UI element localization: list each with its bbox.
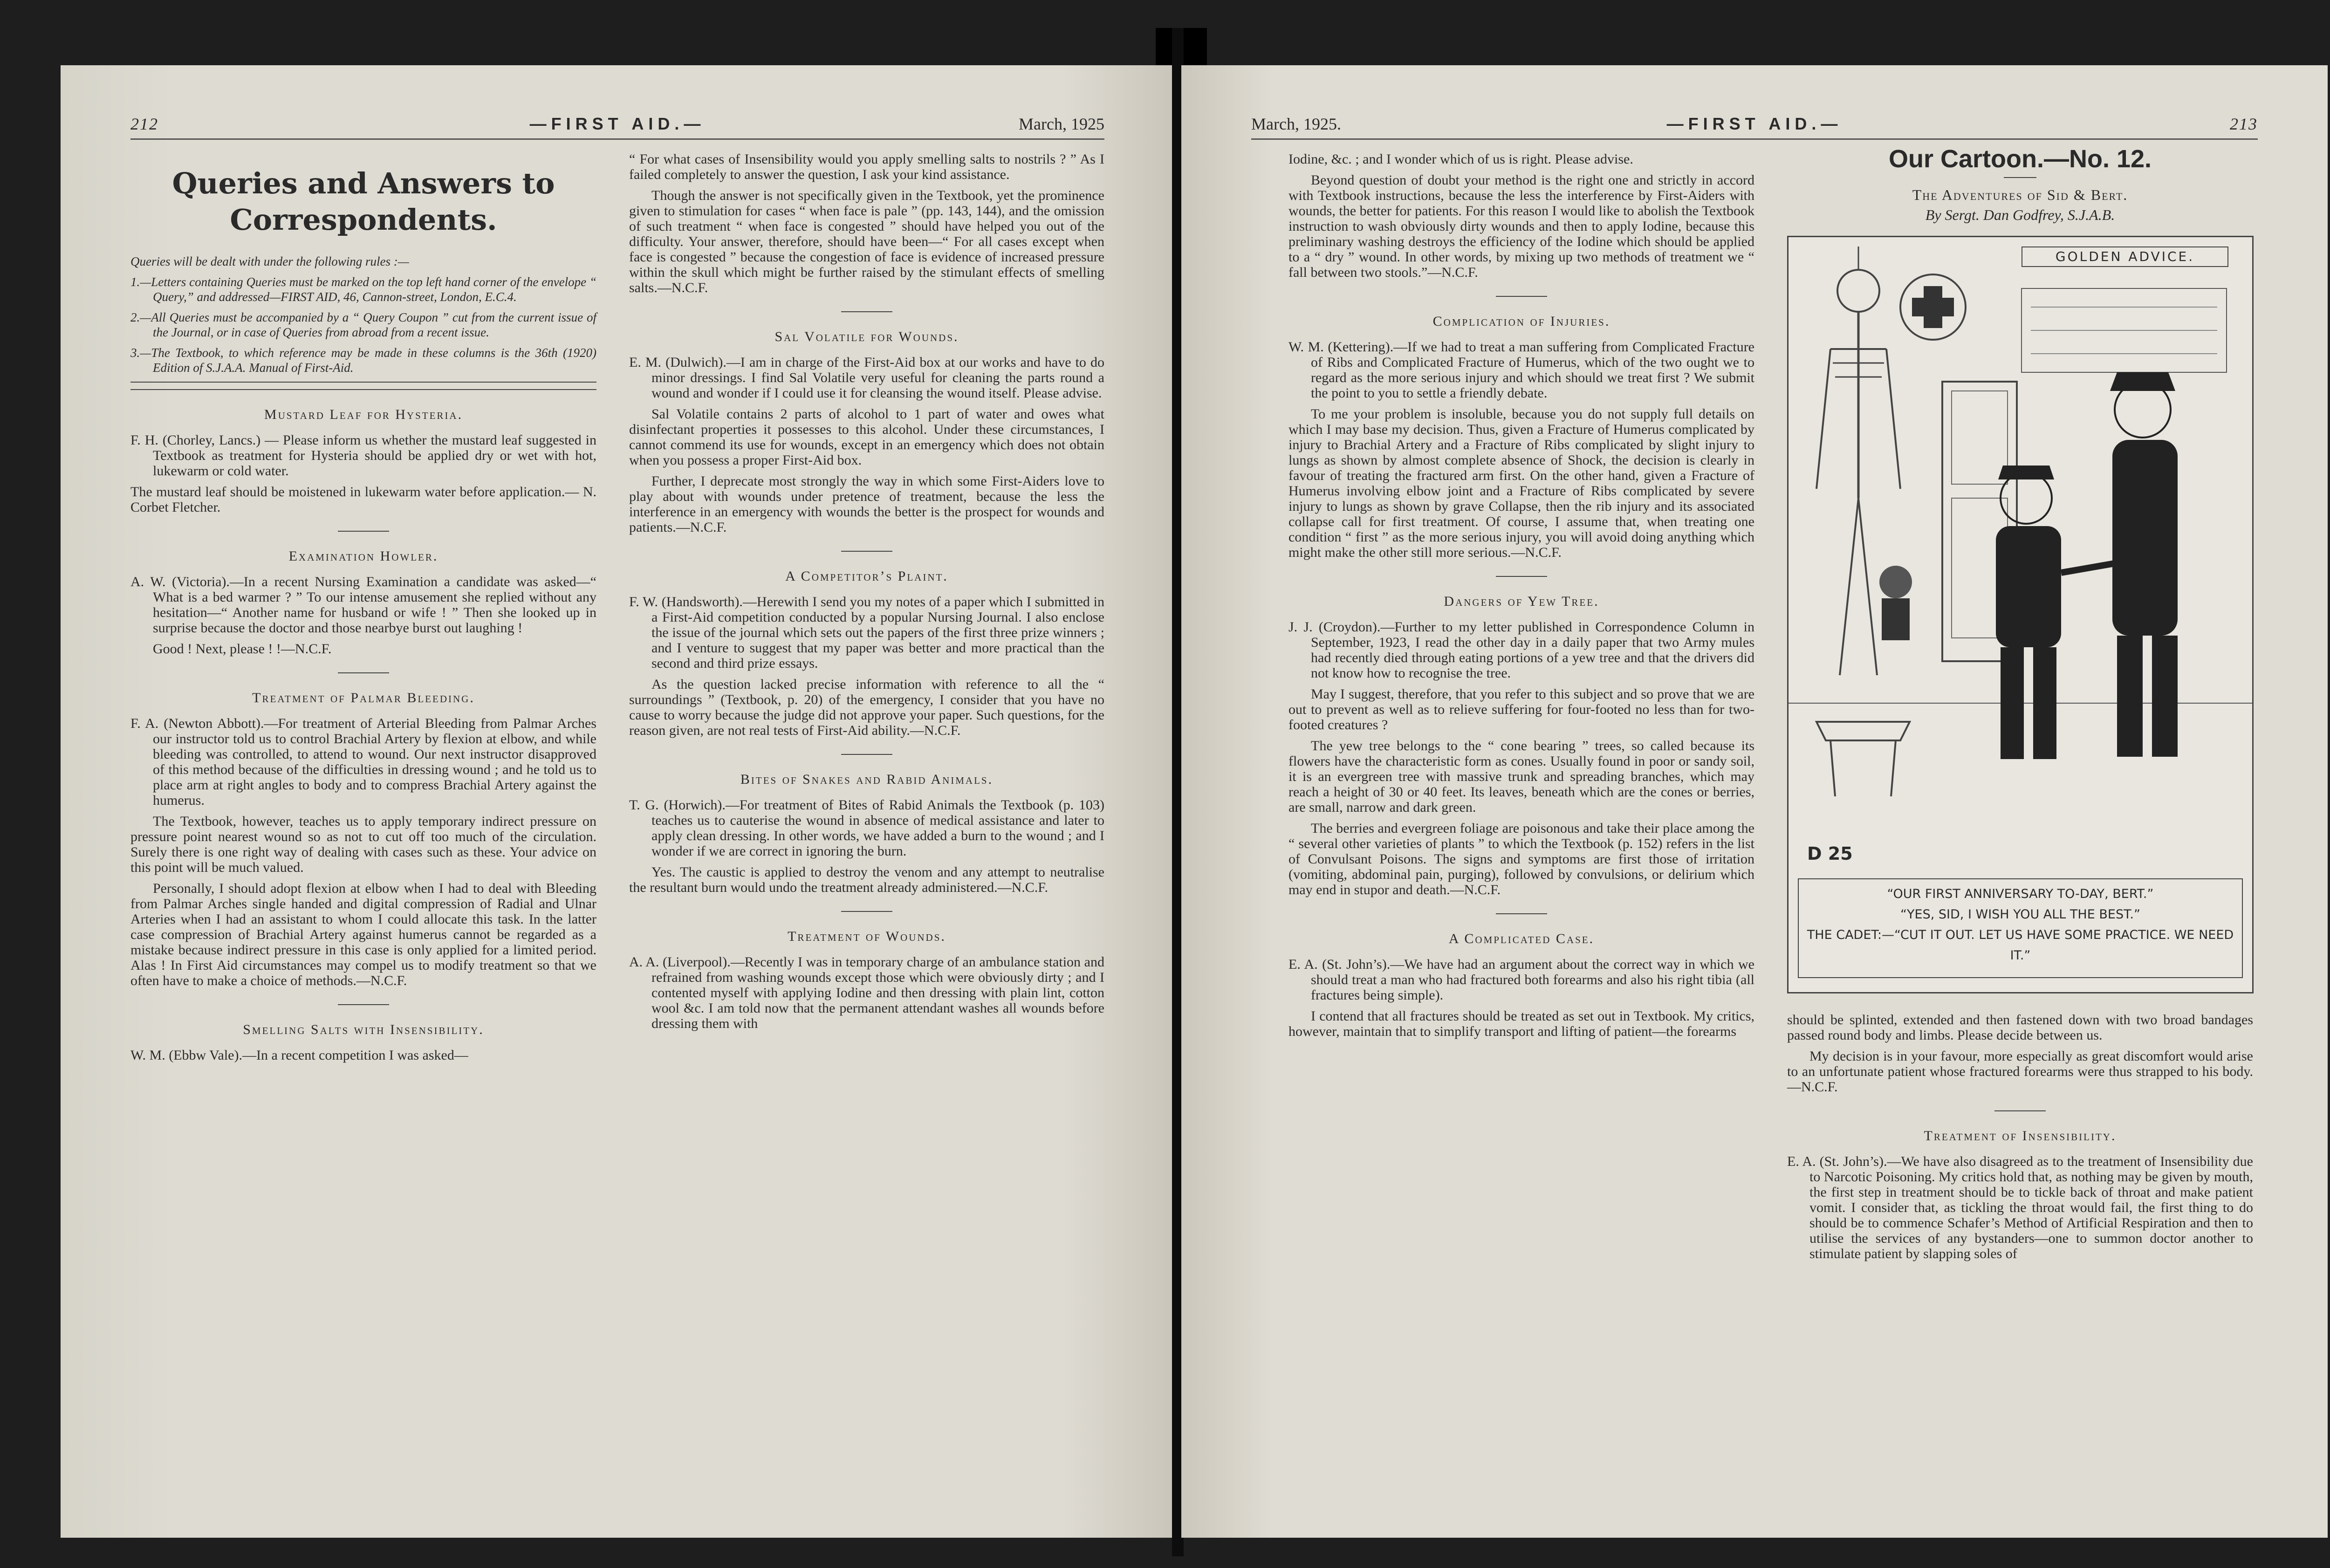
section-heading: Sal Volatile for Wounds.: [774, 329, 959, 344]
issue-date: March, 1925: [1019, 115, 1104, 133]
divider: [1496, 913, 1547, 914]
cartoon-byline: By Sergt. Dan Godfrey, S.J.A.B.: [1925, 206, 2115, 223]
caption-line: THE CADET:—“CUT IT OUT. LET US HAVE SOME PRACTICE. WE NEED IT.”: [1807, 928, 2234, 963]
page-number: 212: [130, 115, 158, 133]
journal-title: —FIRST AID.—: [529, 114, 706, 133]
left-page-header: [130, 114, 1104, 140]
query-text: T. G. (Horwich).—For treatment of Bites of Rabid Animals the Textbook (p. 103) teaches us to cauterise the wound in absence of medical assistance and later to apply clean dressing. In other words, we have added a burn to the wound ; and I wonder if we are correct in ignoring the burn.: [629, 797, 1104, 859]
divider: [841, 311, 892, 312]
section-heading: Treatment of Palmar Bleeding.: [252, 690, 475, 705]
query-text: W. M. (Ebbw Vale).—In a recent competition I was asked—: [130, 1048, 468, 1063]
query-text: F. H. (Chorley, Lancs.) — Please inform us whether the mustard leaf suggested in Textbook as treatment for Hysteria should be applied dry or wet with hot, lukewarm or cold water.: [130, 432, 596, 479]
query-text: Iodine, &c. ; and I wonder which of us is right. Please advise.: [1288, 151, 1633, 167]
right-page: [1181, 65, 2328, 1538]
section-heading: Treatment of Insensibility.: [1924, 1128, 2117, 1143]
cartoon-drawing: [1789, 237, 2252, 880]
golden-advice-board: GOLDEN ADVICE.: [2022, 246, 2228, 267]
answer-text: Good ! Next, please ! !—N.C.F.: [153, 641, 332, 657]
divider: [338, 1004, 389, 1005]
answer-text: The yew tree belongs to the “ cone bearing ” trees, so called because its flowers have the characteristic form as cones. Usually found in poor or sandy soil, it is an evergreen tree with massive trunk and spreading branches, which may reach a height of 30 or 40 feet. Its leaves, beneath which are the cones or berries, are small, narrow and dark green.: [1288, 738, 1754, 815]
answer-text: Sal Volatile contains 2 parts of alcohol to 1 part of water and owes what disinfectant properties it possesses to this alcohol. Under these circumstances, I cannot commend its use for wounds, except in an emergency which does not obtain when you possess a proper First-Aid box.: [629, 406, 1104, 468]
right-column-2: [1787, 145, 2253, 1267]
divider: [338, 531, 389, 532]
query-text: should be splinted, extended and then fastened down with two broad bandages passed round body and limbs. Please decide between us.: [1787, 1012, 2253, 1043]
answer-text: Yes. The caustic is applied to destroy the venom and any attempt to neutralise the resultant burn would undo the treatment already administered.—N.C.F.: [629, 864, 1104, 895]
divider: [338, 672, 389, 673]
journal-title: —FIRST AID.—: [1666, 114, 1843, 133]
section-heading: Smelling Salts with Insensibility.: [243, 1022, 484, 1037]
left-column-1: [130, 151, 596, 1068]
rules-block: [130, 254, 596, 375]
cartoon-title: Our Cartoon.—No. 12.: [1888, 145, 2152, 173]
divider: [1496, 576, 1547, 577]
query-text: F. A. (Newton Abbott).—For treatment of Arterial Bleeding from Palmar Arches our instructor told us to control Brachial Artery by flexion at elbow, and while bleeding was controlled, to attend to wound. Our next instructor disapproved of this method because of the difficulties in dressing wound ; and he told us to place arm at right angles to body and to compress Brachial Artery against the humerus.: [130, 716, 596, 808]
rules-intro: Queries will be dealt with under the following rules :—: [130, 254, 409, 268]
answer-text: My decision is in your favour, more especially as great discomfort would arise to an unfortunate patient whose fractured forearms were thus strapped to his body.—N.C.F.: [1787, 1048, 2253, 1095]
answer-text: The berries and evergreen foliage are poisonous and take their place among the “ several other varieties of plants ” to which the Textbook (p. 152) refers in the list of Convulsant Poisons. The signs and symptoms are first those of irritation (vomiting, abdominal pain, purging), followed by convulsions, or delirium which may end in stupor and death.—N.C.F.: [1288, 821, 1754, 897]
section-main-title: Queries and Answers to Correspondents.: [172, 166, 555, 237]
issue-date: March, 1925.: [1251, 115, 1341, 133]
answer-text: Further, I deprecate most strongly the way in which some First-Aiders love to play about with wounds under pretence of treatment, because the less the interference in an emergency with wounds the better is the prospect for wounds and patients.—N.C.F.: [629, 473, 1104, 535]
query-text: E. A. (St. John’s).—We have had an argument about the correct way in which we should treat a man who had fractured both forearms and also his right tibia (all fractures being simple).: [1288, 957, 1754, 1003]
section-heading: A Competitor’s Plaint.: [785, 568, 948, 584]
query-text: A. W. (Victoria).—In a recent Nursing Examination a candidate was asked—“ What is a bed warmer ? ” To our intense amusement she replied without any hesitation—“ Another name for husband or wife ! ” Then she looked up in surprise because the doctor and those nearbye burst out laughing !: [130, 574, 596, 636]
divider: [841, 754, 892, 755]
section-heading: Examination Howler.: [288, 548, 439, 564]
caption-line: “YES, SID, I WISH YOU ALL THE BEST.”: [1900, 907, 2140, 922]
section-heading: Mustard Leaf for Hysteria.: [264, 407, 463, 422]
caption-line: “OUR FIRST ANNIVERSARY TO-DAY, BERT.”: [1887, 887, 2154, 901]
right-page-header: [1251, 114, 2258, 140]
section-heading: A Complicated Case.: [1448, 931, 1595, 946]
divider: [1994, 1110, 2046, 1111]
divider: [2004, 177, 2036, 178]
section-heading: Dangers of Yew Tree.: [1444, 594, 1599, 609]
divider: [130, 389, 596, 390]
query-text: W. M. (Kettering).—If we had to treat a man suffering from Complicated Fracture of Ribs and Complicated Fracture of Humerus, which of the two ought we to regard as the more serious injury and which should we treat first ? We submit the point to you to settle a friendly debate.: [1288, 339, 1754, 401]
cartoon-caption: [1798, 878, 2243, 978]
rule-2: 2.—All Queries must be accompanied by a “ Query Coupon ” cut from the current issue of the Journal, or in case of Queries from abroad from a recent issue.: [130, 310, 596, 339]
query-text: J. J. (Croydon).—Further to my letter published in Correspondence Column in September, 1923, I read the other day in a daily paper that two Army mules had recently died through eating portions of a yew tree and that the drivers did not know how to recognise the tree.: [1288, 619, 1754, 681]
answer-text: As the question lacked precise information with reference to all the “ surroundings ” (Textbook, p. 20) of the emergency, I consider that you have no cause to worry because the judge did not approve your paper. Such questions, for the reason given, are not real tests of First-Aid ability.—N.C.F.: [629, 677, 1104, 738]
divider: [130, 382, 596, 383]
query-text: “ For what cases of Insensibility would you apply smelling salts to nostrils ? ” As I failed completely to answer the question, I ask your kind assistance.: [629, 151, 1104, 182]
section-heading: Bites of Snakes and Rabid Animals.: [740, 772, 994, 787]
query-text: May I suggest, therefore, that you refer to this subject and so prove that we are out to prevent as well as to relieve suffering for four-footed no less than for two-footed creatures ?: [1288, 686, 1754, 733]
query-text: The Textbook, however, teaches us to apply temporary indirect pressure on pressure point nearest wound so as not to cut off too much of the circulation. Surely there is one right way of dealing with cases such as these. Your advice on this point will be much valued.: [130, 814, 596, 875]
divider: [841, 911, 892, 912]
page-number: 213: [2230, 115, 2258, 133]
section-heading: Treatment of Wounds.: [788, 929, 946, 944]
divider: [1496, 296, 1547, 297]
divider: [841, 551, 892, 552]
cartoon-illustration: [1787, 236, 2254, 993]
rule-1: 1.—Letters containing Queries must be marked on the top left hand corner of the envelope “ Query,” and addressed—FIRST AID, 46, Cannon-street, London, E.C.4.: [130, 275, 596, 304]
answer-text: Beyond question of doubt your method is the right one and strictly in accord with Textbook instructions, because the less the interference by First-Aiders with wounds, the better for patients. For this reason I would like to abolish the Textbook instruction to wash obviously dirty wounds and then to apply Iodine, because this preliminary washing destroys the efficiency of the Iodine which should be applied to a “ dry ” wound. In other words, by mixing up two methods of treatment we “ fall between two stools.”—N.C.F.: [1288, 172, 1754, 280]
rule-3: 3.—The Textbook, to which reference may be made in these columns is the 36th (1920) Edition of S.J.A.A. Manual of First-Aid.: [130, 346, 596, 375]
query-text: I contend that all fractures should be treated as set out in Textbook. My critics, however, maintain that to simplify transport and lifting of patient—the forearms: [1288, 1008, 1754, 1039]
query-text: F. W. (Handsworth).—Herewith I send you my notes of a paper which I submitted in a First-Aid competition conducted by a popular Nursing Journal. I also enclose the issue of the journal which sets out the papers of the first three prize winners ; and I venture to suggest that my paper was better and more practical than the second and third prize essays.: [629, 594, 1104, 671]
answer-text: The mustard leaf should be moistened in lukewarm water before application.— N. Corbet Fletcher.: [130, 484, 596, 515]
left-column-2: [629, 151, 1104, 1037]
left-page: [61, 65, 1174, 1538]
artist-signature: D 25: [1807, 843, 1853, 864]
cartoon-subtitle: The Adventures of Sid & Bert.: [1912, 186, 2128, 203]
answer-text: Though the answer is not specifically given in the Textbook, yet the prominence given to stimulation for cases “ when face is pale ” (pp. 143, 144), and the omission of such treatment “ when face is congested ” should have helped you out of the difficulty. Your answer, therefore, should have been—“ For all cases except when face is congested ” because the congestion of face is evidence of increased pressure within the skull which might be further raised by the stimulant effects of smelling salts.—N.C.F.: [629, 188, 1104, 295]
answer-text: Personally, I should adopt flexion at elbow when I had to deal with Bleeding from Palmar Arches single handed and digital compression of Radial and Ulnar Arteries when I had an assistant to whom I could allocate this task. In the latter case compression of Brachial Artery against humerus cannot be regarded as a mistake because indirect pressure in this case is only applied for a limited period. Alas ! In First Aid circumstances may compel us to modify treatment so that we often have to make a choice of methods.—N.C.F.: [130, 881, 596, 988]
right-column-1: [1288, 151, 1754, 1045]
section-heading: Complication of Injuries.: [1432, 314, 1610, 329]
answer-text: To me your problem is insoluble, because you do not supply full details on which I may base my decision. Thus, given a Fracture of Humerus complicated by injury to Brachial Artery and a Fracture of Ribs complicated by slight injury to lungs as shown by almost complete absence of Shock, the decision is clearly in favour of treating the fractured arm first. On the other hand, given a Fracture of Humerus involving elbow joint and a Fracture of Ribs complicated by severe injury to lungs as shown by grave Collapse, then the rib injury and its associated collapse call for first treatment. Of course, I assume that, when treating one condition “ first ” as the more serious injury, you will avoid doing anything which might make the other still more serious.—N.C.F.: [1288, 406, 1754, 560]
query-text: E. A. (St. John’s).—We have also disagreed as to the treatment of Insensibility due to Narcotic Poisoning. My critics hold that, as nothing may be given by mouth, the first step in treatment should be to tickle back of throat and make patient vomit. I consider that, as tickling the throat would fail, the first thing to do should be to commence Schafer’s Method of Artificial Respiration and then to utilise the services of any bystanders—one to summon doctor another to stimulate patient by slapping soles of: [1787, 1154, 2253, 1261]
query-text: A. A. (Liverpool).—Recently I was in temporary charge of an ambulance station and refrained from washing wounds except those which were obviously dirty ; and I contented myself with applying Iodine and then dressing with plain lint, cotton wool &c. I am told now that the permanent attendant washes all wounds before dressing them with: [629, 954, 1104, 1031]
query-text: E. M. (Dulwich).—I am in charge of the First-Aid box at our works and have to do minor dressings. I find Sal Volatile very useful for cleaning the parts round a wound and wonder if I could use it for cleansing the wound itself. Please advise.: [629, 355, 1104, 401]
